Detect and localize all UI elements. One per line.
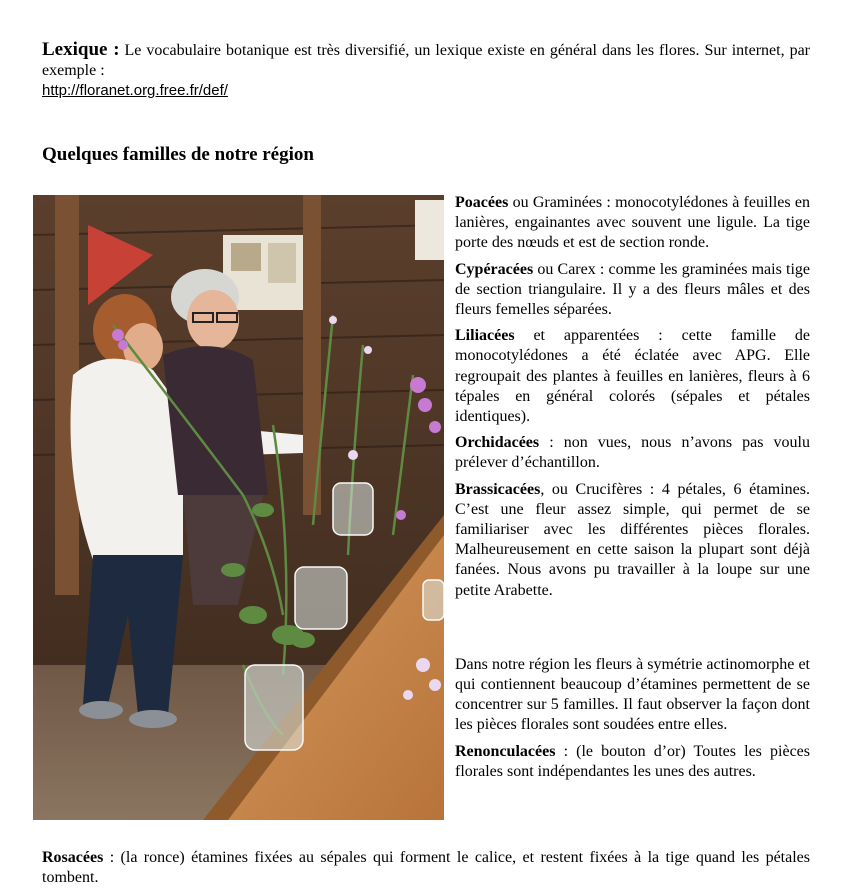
- family-paragraph-rosacees: [42, 848, 810, 888]
- family-text: : non vues, nous n’avons pas voulu prélever d’échantillon.: [455, 434, 810, 472]
- family-name: Orchidacées: [455, 434, 540, 452]
- rosacees-section: [42, 848, 810, 888]
- family-paragraph-liliacees: [455, 326, 810, 427]
- family-paragraph-poacees: [455, 193, 810, 254]
- family-text: ou Carex : comme les graminées mais tige de section triangulaire. Il y a des fleurs mâles et des fleurs femelles séparées.: [455, 260, 810, 319]
- family-text: et apparentées : cette famille de monocotylédones a été éclatée avec APG. Elle regroupait des plantes à feuilles en lanières, fleurs à 6 tépales en général colorés (sépales et pétales identiques).: [455, 327, 810, 426]
- family-name: Renonculacées: [455, 742, 556, 760]
- photo-illustration: [33, 195, 444, 820]
- family-paragraph-cyperacees: [455, 260, 810, 321]
- family-name: Rosacées: [42, 849, 104, 866]
- floranet-link[interactable]: http://floranet.org.free.fr/def/: [42, 82, 228, 99]
- family-text: , ou Crucifères : 4 pétales, 6 étamines. C’est une fleur assez simple, qui permet de se familiariser avec les différentes pièces florales. Malheureusement en cette saison la plupart sont déjà fanées. Nous avons pu travailler à la loupe sur une petite Arabette.: [455, 480, 810, 599]
- family-name: Liliacées: [455, 327, 515, 345]
- family-paragraph-brassicacees: [455, 480, 810, 601]
- family-text: : (la ronce) étamines fixées au sépales qui forment le calice, et restent fixées à la tige quand les pétales tombent.: [42, 849, 810, 887]
- photo-botany-workshop: [33, 195, 444, 820]
- families-column: [455, 193, 810, 782]
- family-name: Cypéracées: [455, 260, 534, 278]
- family-text: ou Graminées : monocotylédones à feuilles en lanières, engainantes avec souvent une ligule. La tige porte des nœuds et est de section ronde.: [455, 194, 810, 252]
- lexique-text: Le vocabulaire botanique est très diversifié, un lexique existe en général dans les flores. Sur internet, par exemple :: [42, 42, 810, 79]
- region-paragraph: Dans notre région les fleurs à symétrie actinomorphe et qui contiennent beaucoup d’étamines permettent de se concentrer sur 5 familles. Il faut observer la façon dont les pièces florales sont soudées entre elles.: [455, 655, 810, 734]
- section-title: Quelques familles de notre région: [42, 144, 314, 165]
- family-name: Poacées: [455, 194, 509, 211]
- lexique-paragraph: [42, 40, 810, 101]
- family-text: : (le bouton d’or) Toutes les pièces florales sont indépendantes les unes des autres.: [455, 742, 810, 780]
- family-paragraph-renonculacees: [455, 742, 810, 782]
- family-paragraph-orchidacees: [455, 433, 810, 473]
- family-name: Brassicacées: [455, 480, 541, 498]
- lexique-label: Lexique :: [42, 39, 120, 60]
